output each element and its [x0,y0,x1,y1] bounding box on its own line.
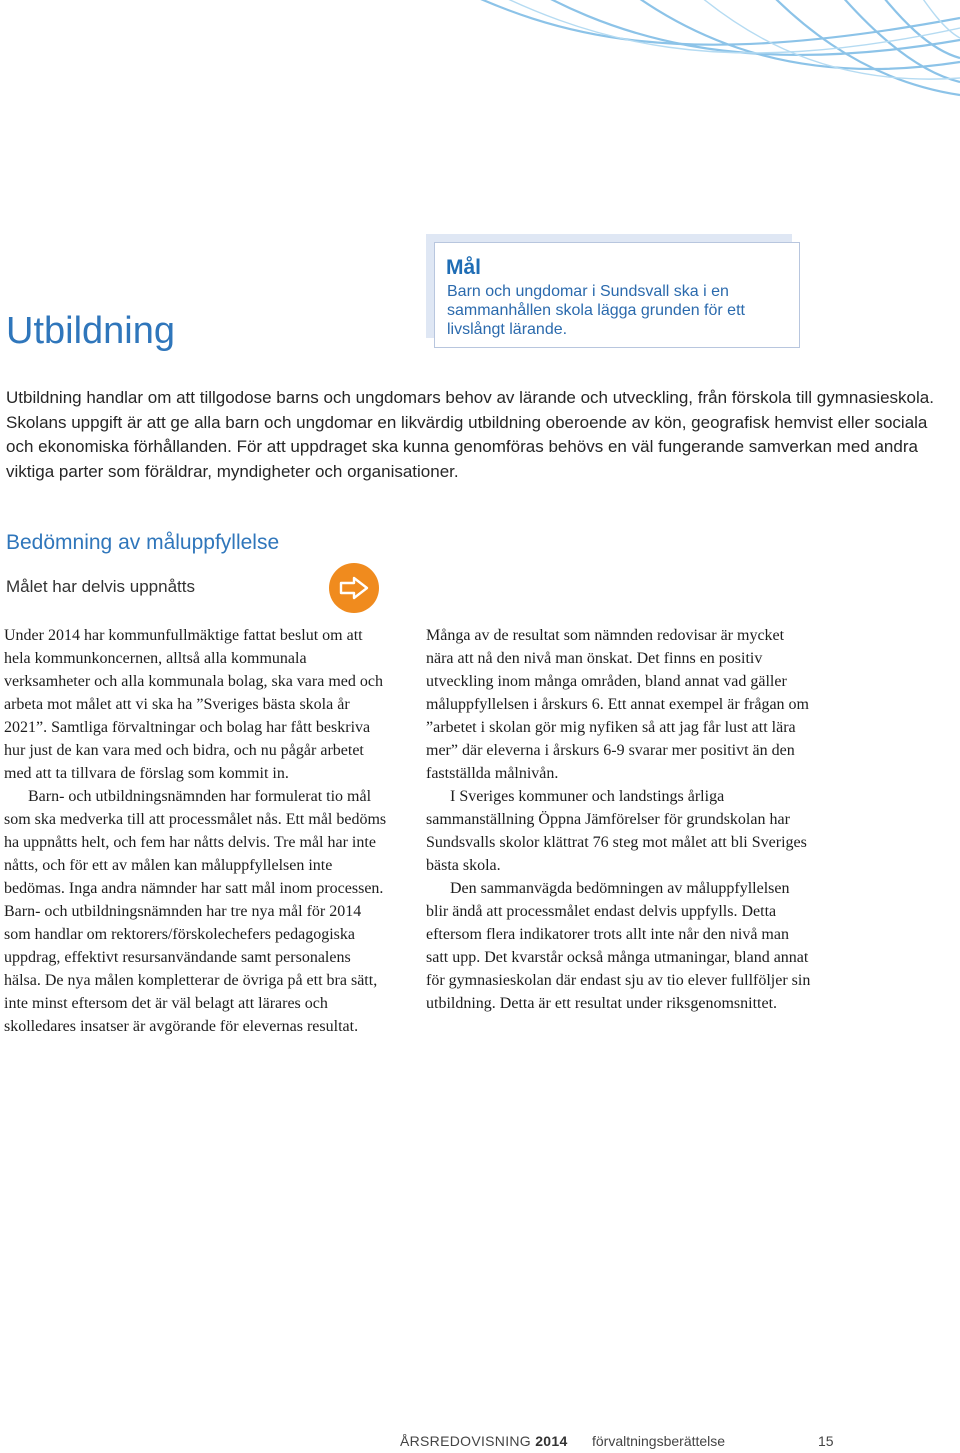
footer-year: 2014 [535,1433,568,1449]
goal-title: Mål [446,256,482,279]
intro-paragraph: Utbildning handlar om att tillgodose barns och ungdomars behov av lärande och utveckling, från förskola till gymnasieskola. Skolans uppgift är att ge alla barn och ungdomar en likvärdig utbildning oberoende av kön, geografisk hemvist eller sociala och ekonomiska förhållanden. För att uppdraget ska kunna genomföras behövs en väl fungerande samverkan med andra viktiga parter som föräldrar, myndigheter och organisationer. [6,388,934,481]
body-column-left [4,624,389,1038]
body-paragraph: Barn- och utbildningsnämnden har formulerat tio mål som ska medverka till att processmålet nås. Ett mål bedöms ha uppnåtts helt, och fem har nåtts delvis. Tre mål har inte nåtts, och för ett av målen kan måluppfyllelsen inte bedömas. Inga andra nämnder har satt mål inom processen. Barn- och utbildningsnämnden har tre nya mål för 2014 som handlar om rektorers/förskolechefers pedagogiska uppdrag, effektivt resursanvändande samt personalens hälsa. De nya målen kompletterar de övriga på ett bra sätt, inte minst eftersom det är väl belagt att lärares och skolledares insatser är avgörande för elevernas resultat. [4,788,387,1035]
status-badge [329,563,379,613]
body-paragraph: Under 2014 har kommunfullmäktige fattat beslut om att hela kommunkoncernen, alltså alla kommunala verksamheter och alla kommunala bolag, ska vara med och arbeta mot målet att vi ska ha ”Sveriges bästa skola år 2021”. Samtliga förvaltningar och bolag har fått beskriva hur just de kan vara med och bidra, och nu pågår arbetet med att ta tillvara de förslag som kommit in. [4,627,383,782]
footer-report [400,1433,568,1449]
footer-section: förvaltningsberättelse [592,1433,726,1449]
page-number: 15 [818,1433,834,1449]
page-title: Utbildning [6,310,175,352]
goal-text: Barn och ungdomar i Sundsvall ska i en sammanhållen skola lägga grunden för ett livslångt lärande. [447,283,745,338]
arrow-right-icon [338,576,370,600]
footer-report-label: ÅRSREDOVISNING [400,1433,531,1449]
assessment-status: Målet har delvis uppnåtts [6,577,195,596]
body-paragraph: Den sammanvägda bedömningen av måluppfyllelsen blir ändå att processmålet endast delvis uppfylls. Detta eftersom flera indikatorer trots allt inte når den nivå man satt upp. Det kvarstår också många utmaningar, bland annat för gymnasieskolan där endast sju av tio elever fullföljer sin utbildning. Detta är ett resultat under riksgenomsnittet. [426,880,811,1012]
body-column-right [426,624,811,1015]
assessment-heading: Bedömning av måluppfyllelse [6,531,280,554]
page-footer [0,1433,960,1453]
decorative-wave-lines [440,0,960,110]
body-paragraph: I Sveriges kommuner och landstings årliga sammanställning Öppna Jämförelser för grundskolan har Sundsvalls skolor klättrat 76 steg mot målet att bli Sveriges bästa skola. [426,788,807,874]
body-paragraph: Många av de resultat som nämnden redovisar är mycket nära att nå den nivå man önskat. Det finns en positiv utveckling inom många områden, bland annat vad gäller måluppfyllelsen i årskurs 6. Ett annat exempel är frågan om ”arbetet i skolan gör mig nyfiken så att jag får lust att lära mer” där eleverna i årskurs 6-9 svarar mer positivt än den fastställda målnivån. [426,627,809,782]
